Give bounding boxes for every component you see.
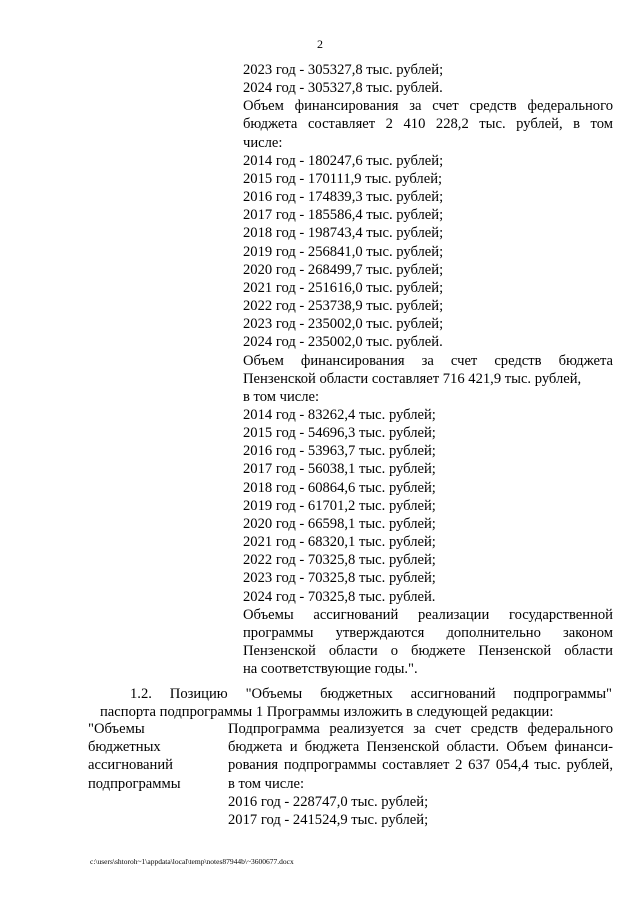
paragraph-1-2 — [100, 685, 612, 721]
funding-line: Объем финансирования за счет средств бюджета — [243, 352, 613, 369]
funding-line: Объем финансирования за счет средств федерального — [243, 98, 613, 115]
funding-line: на соответствующие годы.". — [243, 661, 418, 678]
funding-line: 2021 год - 251616,0 тыс. рублей; — [243, 279, 444, 296]
funding-line: Объемы ассигнований реализации государственной — [243, 606, 613, 623]
footer-file-path: c:\users\shtoroh~1\appdata\local\temp\notes87944b\~3600677.docx — [90, 857, 294, 866]
funding-line: Пензенской области о бюджете Пензенской области — [243, 643, 613, 659]
funding-line: 2019 год - 61701,2 тыс. рублей; — [243, 497, 436, 514]
funding-line: 2023 год - 235002,0 тыс. рублей; — [243, 316, 444, 333]
table-right-line: в том числе: — [228, 775, 305, 792]
funding-line: 2022 год - 253738,9 тыс. рублей; — [243, 298, 444, 315]
funding-line: 2017 год - 185586,4 тыс. рублей; — [243, 207, 444, 224]
table-left-line: бюджетных — [88, 739, 161, 756]
funding-line: программы утверждаются дополнительно законом — [243, 624, 613, 641]
funding-line: 2016 год - 53963,7 тыс. рублей; — [243, 443, 436, 460]
funding-line: 2021 год - 68320,1 тыс. рублей; — [243, 534, 436, 551]
table-right-cell — [228, 720, 613, 829]
funding-line: 2018 год - 198743,4 тыс. рублей; — [243, 225, 444, 242]
table-right-line: бюджета и бюджета Пензенской области. Объем финанси- — [228, 739, 613, 756]
table-right-line: Подпрограмма реализуется за счет средств федерального — [228, 721, 613, 737]
funding-line: числе: — [243, 134, 283, 151]
funding-line: 2014 год - 83262,4 тыс. рублей; — [243, 406, 436, 423]
paragraph-1-2-line-1: 1.2. Позицию "Объемы бюджетных ассигнований подпрограммы" — [130, 686, 612, 702]
table-right-line: 2017 год - 241524,9 тыс. рублей; — [228, 812, 429, 829]
table-left-line: ассигнований — [88, 757, 173, 774]
funding-line: 2024 год - 70325,8 тыс. рублей. — [243, 588, 436, 605]
funding-block — [243, 61, 613, 678]
funding-line: бюджета составляет 2 410 228,2 тыс. рублей, в том — [243, 116, 613, 133]
funding-line: 2022 год - 70325,8 тыс. рублей; — [243, 552, 436, 569]
funding-line: 2015 год - 54696,3 тыс. рублей; — [243, 425, 436, 442]
funding-line: 2017 год - 56038,1 тыс. рублей; — [243, 461, 436, 478]
funding-line: Пензенской области составляет 716 421,9 тыс. рублей, — [243, 370, 582, 387]
funding-line: 2015 год - 170111,9 тыс. рублей; — [243, 170, 443, 187]
paragraph-1-2-line-2: паспорта подпрограммы 1 Программы изложить в следующей редакции: — [100, 704, 554, 721]
funding-line: 2023 год - 70325,8 тыс. рублей; — [243, 570, 436, 587]
page-number: 2 — [317, 37, 323, 51]
funding-line: 2019 год - 256841,0 тыс. рублей; — [243, 243, 444, 260]
table-right-line: рования подпрограммы составляет 2 637 054,4 тыс. рублей, — [228, 757, 613, 774]
table-left-line: "Объемы — [88, 721, 145, 737]
funding-line: 2018 год - 60864,6 тыс. рублей; — [243, 479, 436, 496]
table-left-cell — [88, 720, 218, 793]
funding-line: 2014 год - 180247,6 тыс. рублей; — [243, 152, 444, 169]
table-left-line: подпрограммы — [88, 775, 181, 792]
funding-line: 2020 год - 268499,7 тыс. рублей; — [243, 261, 444, 278]
funding-line: в том числе: — [243, 388, 320, 405]
funding-line: 2016 год - 174839,3 тыс. рублей; — [243, 189, 444, 206]
funding-line: 2024 год - 235002,0 тыс. рублей. — [243, 334, 443, 351]
table-right-line: 2016 год - 228747,0 тыс. рублей; — [228, 793, 429, 810]
funding-line: 2020 год - 66598,1 тыс. рублей; — [243, 515, 436, 532]
funding-line: 2023 год - 305327,8 тыс. рублей; — [243, 62, 444, 78]
funding-line: 2024 год - 305327,8 тыс. рублей. — [243, 80, 443, 97]
